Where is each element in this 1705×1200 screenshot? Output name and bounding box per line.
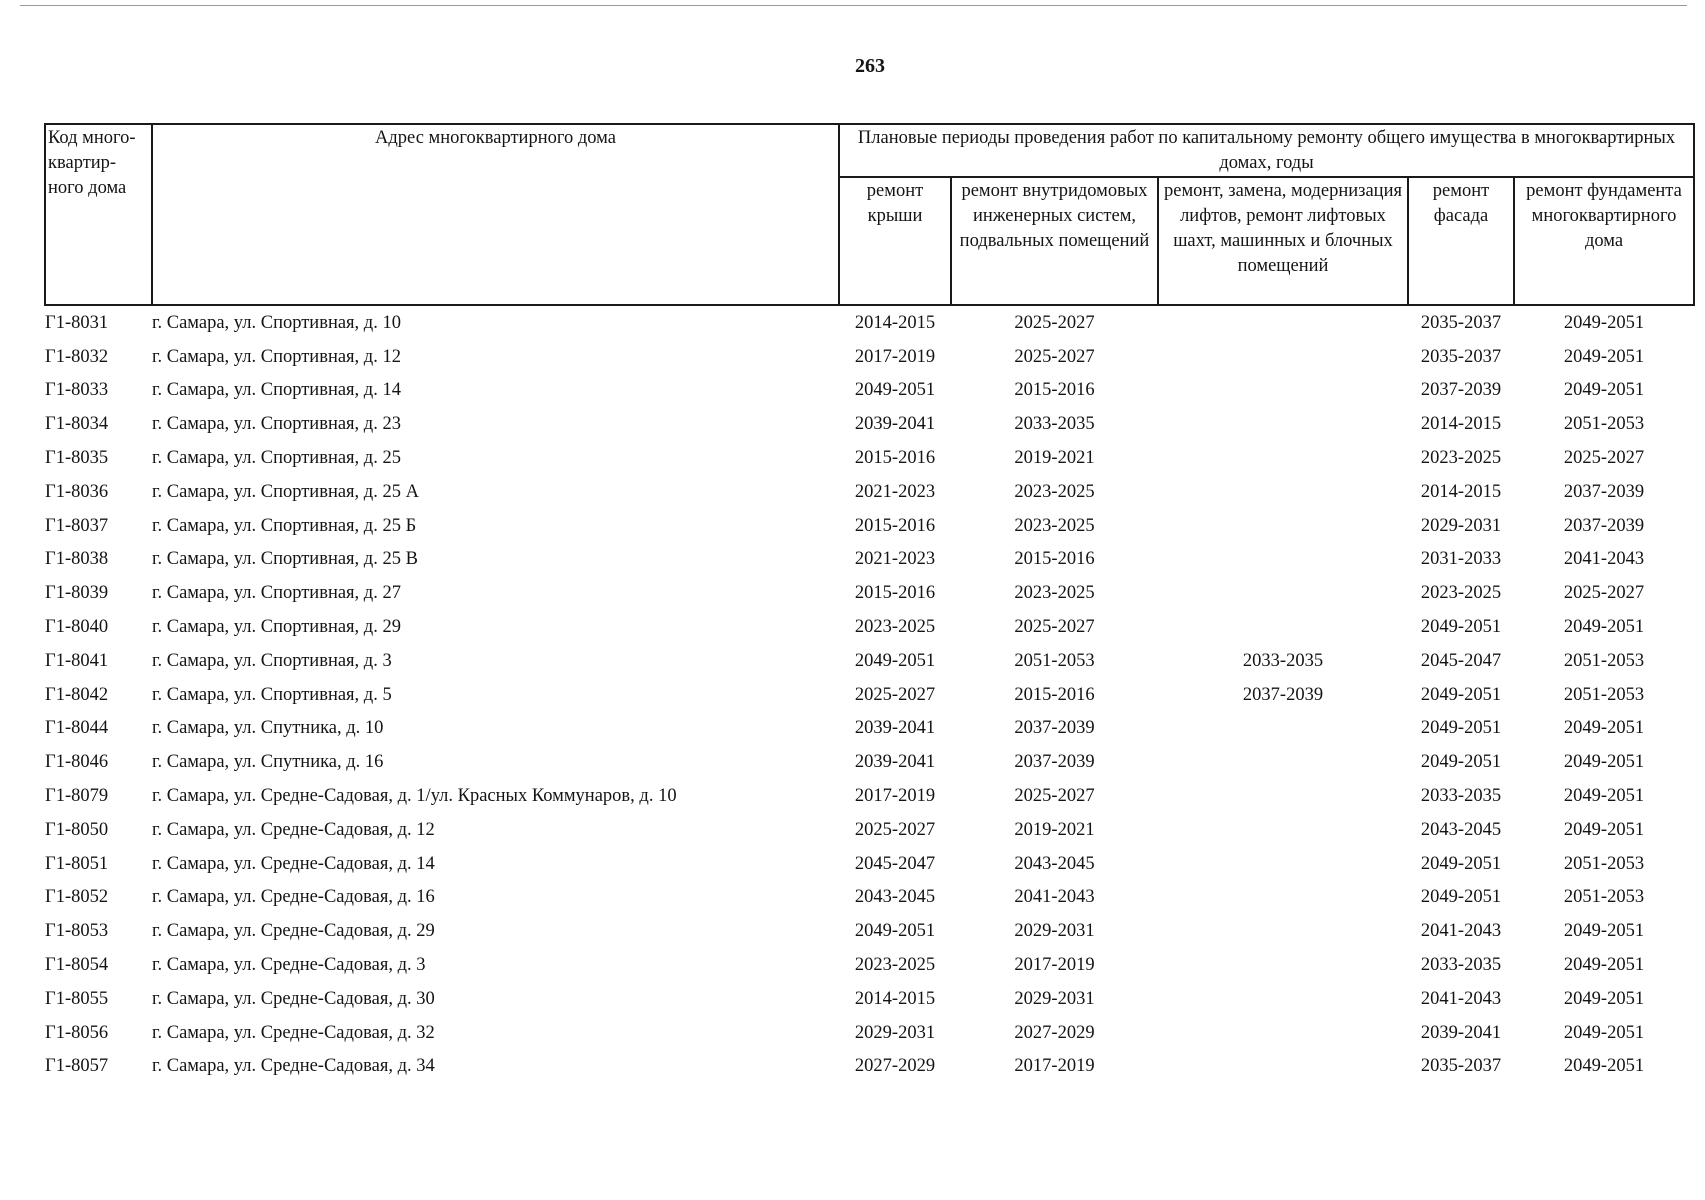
- cell-foundation: 2051-2053: [1563, 853, 1645, 874]
- cell-facade: 2033-2035: [1420, 955, 1502, 976]
- cell-roof: 2021-2023: [854, 481, 936, 502]
- cell-roof: 2039-2041: [854, 414, 936, 435]
- cell-address: г. Самара, ул. Средне-Садовая, д. 12: [152, 819, 435, 840]
- repair-schedule-table: [44, 123, 1695, 1083]
- cell-lifts: 2037-2039: [1242, 684, 1324, 705]
- cell-foundation: 2049-2051: [1563, 718, 1645, 739]
- cell-engineering: 2025-2027: [1014, 617, 1095, 638]
- cell-code: Г1-8055: [45, 988, 109, 1009]
- table-row: [45, 644, 1694, 678]
- cell-code: Г1-8031: [45, 312, 109, 333]
- cell-address: г. Самара, ул. Спортивная, д. 25: [152, 448, 401, 469]
- table-row: [45, 305, 1694, 340]
- cell-foundation: 2049-2051: [1563, 819, 1645, 840]
- cell-code: Г1-8051: [45, 853, 109, 874]
- cell-address: г. Самара, ул. Спортивная, д. 25 Б: [152, 515, 417, 536]
- header-periods: Плановые периоды проведения работ по капитальному ремонту общего имущества в многоквартирных домах, годы: [839, 124, 1694, 177]
- cell-code: Г1-8053: [45, 921, 109, 942]
- cell-code: Г1-8052: [45, 887, 109, 908]
- cell-facade: 2035-2037: [1420, 1056, 1502, 1077]
- top-rule: [20, 5, 1687, 6]
- header-address: Адрес многоквартирного дома: [152, 124, 839, 305]
- header-code: Код много-квартир-ного дома: [45, 124, 152, 305]
- cell-facade: 2014-2015: [1420, 481, 1502, 502]
- cell-lifts: [1158, 340, 1408, 374]
- cell-engineering: 2019-2021: [1014, 448, 1095, 469]
- header-foundation: ремонт фундамента многоквартирного дома: [1514, 177, 1694, 305]
- cell-facade: 2033-2035: [1420, 786, 1502, 807]
- cell-engineering: 2025-2027: [1014, 346, 1095, 367]
- cell-engineering: 2017-2019: [1014, 955, 1095, 976]
- page-number: 263: [855, 55, 885, 77]
- cell-facade: 2049-2051: [1420, 853, 1502, 874]
- cell-code: Г1-8037: [45, 515, 109, 536]
- table-row: [45, 441, 1694, 475]
- table-row: [45, 1050, 1694, 1084]
- cell-engineering: 2017-2019: [1014, 1056, 1095, 1077]
- cell-lifts: [1158, 914, 1408, 948]
- cell-roof: 2021-2023: [854, 549, 936, 570]
- cell-code: Г1-8038: [45, 549, 109, 570]
- cell-engineering: 2029-2031: [1014, 988, 1095, 1009]
- cell-engineering: 2027-2029: [1014, 1022, 1095, 1043]
- cell-code: Г1-8057: [45, 1056, 109, 1077]
- cell-foundation: 2037-2039: [1563, 515, 1645, 536]
- cell-foundation: 2049-2051: [1563, 617, 1645, 638]
- cell-engineering: 2025-2027: [1014, 312, 1095, 333]
- cell-lifts: [1158, 847, 1408, 881]
- cell-roof: 2014-2015: [854, 312, 936, 333]
- table-row: [45, 509, 1694, 543]
- cell-lifts: [1158, 1050, 1408, 1084]
- table-row: [45, 407, 1694, 441]
- cell-facade: 2029-2031: [1420, 515, 1502, 536]
- cell-foundation: 2051-2053: [1563, 414, 1645, 435]
- cell-code: Г1-8050: [45, 819, 109, 840]
- cell-address: г. Самара, ул. Спортивная, д. 23: [152, 414, 401, 435]
- cell-roof: 2015-2016: [854, 448, 936, 469]
- cell-foundation: 2049-2051: [1563, 752, 1645, 773]
- cell-engineering: 2015-2016: [1014, 684, 1095, 705]
- cell-facade: 2043-2045: [1420, 819, 1502, 840]
- cell-lifts: 2033-2035: [1242, 650, 1324, 671]
- cell-foundation: 2051-2053: [1563, 887, 1645, 908]
- cell-address: г. Самара, ул. Средне-Садовая, д. 14: [152, 853, 435, 874]
- cell-lifts: [1158, 407, 1408, 441]
- cell-roof: 2017-2019: [854, 346, 936, 367]
- cell-address: г. Самара, ул. Спортивная, д. 12: [152, 346, 401, 367]
- table-row: [45, 779, 1694, 813]
- cell-engineering: 2023-2025: [1014, 481, 1095, 502]
- cell-facade: 2045-2047: [1420, 650, 1502, 671]
- cell-address: г. Самара, ул. Спортивная, д. 27: [152, 583, 401, 604]
- table-row: [45, 1016, 1694, 1050]
- cell-facade: 2049-2051: [1420, 718, 1502, 739]
- cell-address: г. Самара, ул. Средне-Садовая, д. 32: [152, 1022, 435, 1043]
- cell-facade: 2049-2051: [1420, 752, 1502, 773]
- table-row: [45, 914, 1694, 948]
- header-facade: ремонт фасада: [1408, 177, 1514, 305]
- cell-address: г. Самара, ул. Спортивная, д. 3: [152, 650, 392, 671]
- cell-code: Г1-8039: [45, 583, 109, 604]
- cell-address: г. Самара, ул. Спутника, д. 16: [152, 752, 384, 773]
- header-engineering: ремонт внутридомовых инженерных систем, подвальных помещений: [951, 177, 1158, 305]
- cell-address: г. Самара, ул. Средне-Садовая, д. 34: [152, 1056, 435, 1077]
- cell-code: Г1-8079: [45, 786, 109, 807]
- cell-roof: 2049-2051: [854, 650, 936, 671]
- cell-facade: 2039-2041: [1420, 1022, 1502, 1043]
- table-row: [45, 374, 1694, 408]
- cell-address: г. Самара, ул. Спортивная, д. 14: [152, 380, 401, 401]
- cell-address: г. Самара, ул. Средне-Садовая, д. 3: [152, 955, 426, 976]
- table-row: [45, 576, 1694, 610]
- cell-engineering: 2025-2027: [1014, 786, 1095, 807]
- cell-facade: 2035-2037: [1420, 346, 1502, 367]
- cell-lifts: [1158, 543, 1408, 577]
- cell-facade: 2049-2051: [1420, 617, 1502, 638]
- cell-roof: 2015-2016: [854, 583, 936, 604]
- cell-engineering: 2037-2039: [1014, 718, 1095, 739]
- cell-foundation: 2049-2051: [1563, 346, 1645, 367]
- cell-address: г. Самара, ул. Средне-Садовая, д. 30: [152, 988, 435, 1009]
- table-row: [45, 543, 1694, 577]
- cell-lifts: [1158, 475, 1408, 509]
- cell-roof: 2039-2041: [854, 718, 936, 739]
- cell-lifts: [1158, 509, 1408, 543]
- cell-engineering: 2019-2021: [1014, 819, 1095, 840]
- cell-foundation: 2049-2051: [1563, 1022, 1645, 1043]
- table-row: [45, 948, 1694, 982]
- table-row: [45, 475, 1694, 509]
- cell-address: г. Самара, ул. Спортивная, д. 29: [152, 617, 401, 638]
- table-row: [45, 610, 1694, 644]
- cell-engineering: 2023-2025: [1014, 515, 1095, 536]
- cell-address: г. Самара, ул. Спортивная, д. 5: [152, 684, 392, 705]
- cell-code: Г1-8056: [45, 1022, 109, 1043]
- table-row: [45, 881, 1694, 915]
- cell-foundation: 2049-2051: [1563, 921, 1645, 942]
- cell-roof: 2049-2051: [854, 921, 936, 942]
- cell-code: Г1-8040: [45, 617, 109, 638]
- cell-code: Г1-8032: [45, 346, 109, 367]
- cell-engineering: 2043-2045: [1014, 853, 1095, 874]
- cell-code: Г1-8033: [45, 380, 109, 401]
- cell-lifts: [1158, 374, 1408, 408]
- cell-code: Г1-8041: [45, 650, 109, 671]
- cell-roof: 2014-2015: [854, 988, 936, 1009]
- cell-lifts: [1158, 610, 1408, 644]
- table-row: [45, 340, 1694, 374]
- cell-foundation: 2025-2027: [1563, 583, 1645, 604]
- cell-facade: 2035-2037: [1420, 312, 1502, 333]
- cell-foundation: 2025-2027: [1563, 448, 1645, 469]
- cell-lifts: [1158, 779, 1408, 813]
- cell-facade: 2049-2051: [1420, 684, 1502, 705]
- cell-facade: 2023-2025: [1420, 583, 1502, 604]
- cell-foundation: 2049-2051: [1563, 955, 1645, 976]
- cell-facade: 2014-2015: [1420, 414, 1502, 435]
- cell-address: г. Самара, ул. Средне-Садовая, д. 1/ул. Красных Коммунаров, д. 10: [152, 786, 677, 807]
- cell-roof: 2029-2031: [854, 1022, 936, 1043]
- cell-code: Г1-8034: [45, 414, 109, 435]
- cell-code: Г1-8035: [45, 448, 109, 469]
- table-body: [45, 305, 1694, 1083]
- cell-engineering: 2033-2035: [1014, 414, 1095, 435]
- cell-roof: 2015-2016: [854, 515, 936, 536]
- cell-lifts: [1158, 441, 1408, 475]
- cell-facade: 2049-2051: [1420, 887, 1502, 908]
- cell-facade: 2041-2043: [1420, 921, 1502, 942]
- cell-facade: 2037-2039: [1420, 380, 1502, 401]
- cell-roof: 2017-2019: [854, 786, 936, 807]
- cell-roof: 2039-2041: [854, 752, 936, 773]
- cell-roof: 2043-2045: [854, 887, 936, 908]
- cell-roof: 2027-2029: [854, 1056, 936, 1077]
- cell-lifts: [1158, 1016, 1408, 1050]
- cell-engineering: 2037-2039: [1014, 752, 1095, 773]
- cell-code: Г1-8054: [45, 955, 109, 976]
- cell-address: г. Самара, ул. Спортивная, д. 25 А: [152, 481, 419, 502]
- cell-engineering: 2015-2016: [1014, 380, 1095, 401]
- cell-facade: 2031-2033: [1420, 549, 1502, 570]
- table-row: [45, 745, 1694, 779]
- cell-foundation: 2037-2039: [1563, 481, 1645, 502]
- cell-foundation: 2049-2051: [1563, 380, 1645, 401]
- cell-lifts: [1158, 712, 1408, 746]
- cell-engineering: 2015-2016: [1014, 549, 1095, 570]
- header-lifts: ремонт, замена, модернизация лифтов, ремонт лифтовых шахт, машинных и блочных помещений: [1158, 177, 1408, 305]
- table-row: [45, 847, 1694, 881]
- table-row: [45, 813, 1694, 847]
- cell-lifts: [1158, 745, 1408, 779]
- table-header: [45, 124, 1694, 305]
- cell-foundation: 2051-2053: [1563, 684, 1645, 705]
- cell-facade: 2041-2043: [1420, 988, 1502, 1009]
- cell-address: г. Самара, ул. Спутника, д. 10: [152, 718, 384, 739]
- table-row: [45, 982, 1694, 1016]
- cell-code: Г1-8044: [45, 718, 109, 739]
- cell-facade: 2023-2025: [1420, 448, 1502, 469]
- cell-lifts: [1158, 881, 1408, 915]
- table-row: [45, 712, 1694, 746]
- cell-engineering: 2041-2043: [1014, 887, 1095, 908]
- cell-lifts: [1158, 305, 1408, 340]
- cell-foundation: 2049-2051: [1563, 786, 1645, 807]
- cell-roof: 2025-2027: [854, 819, 936, 840]
- cell-engineering: 2051-2053: [1014, 650, 1095, 671]
- cell-foundation: 2049-2051: [1563, 1056, 1645, 1077]
- cell-lifts: [1158, 982, 1408, 1016]
- cell-roof: 2023-2025: [854, 617, 936, 638]
- cell-address: г. Самара, ул. Средне-Садовая, д. 16: [152, 887, 435, 908]
- cell-engineering: 2023-2025: [1014, 583, 1095, 604]
- cell-lifts: [1158, 813, 1408, 847]
- cell-lifts: [1158, 948, 1408, 982]
- cell-address: г. Самара, ул. Средне-Садовая, д. 29: [152, 921, 435, 942]
- table-row: [45, 678, 1694, 712]
- cell-roof: 2045-2047: [854, 853, 936, 874]
- cell-roof: 2023-2025: [854, 955, 936, 976]
- cell-engineering: 2029-2031: [1014, 921, 1095, 942]
- cell-foundation: 2049-2051: [1563, 988, 1645, 1009]
- cell-code: Г1-8046: [45, 752, 109, 773]
- cell-foundation: 2049-2051: [1563, 312, 1645, 333]
- cell-code: Г1-8036: [45, 481, 109, 502]
- header-roof: ремонт крыши: [839, 177, 951, 305]
- cell-roof: 2049-2051: [854, 380, 936, 401]
- cell-address: г. Самара, ул. Спортивная, д. 25 В: [152, 549, 418, 570]
- cell-foundation: 2051-2053: [1563, 650, 1645, 671]
- cell-lifts: [1158, 576, 1408, 610]
- cell-foundation: 2041-2043: [1563, 549, 1645, 570]
- cell-code: Г1-8042: [45, 684, 109, 705]
- cell-roof: 2025-2027: [854, 684, 936, 705]
- cell-address: г. Самара, ул. Спортивная, д. 10: [152, 312, 401, 333]
